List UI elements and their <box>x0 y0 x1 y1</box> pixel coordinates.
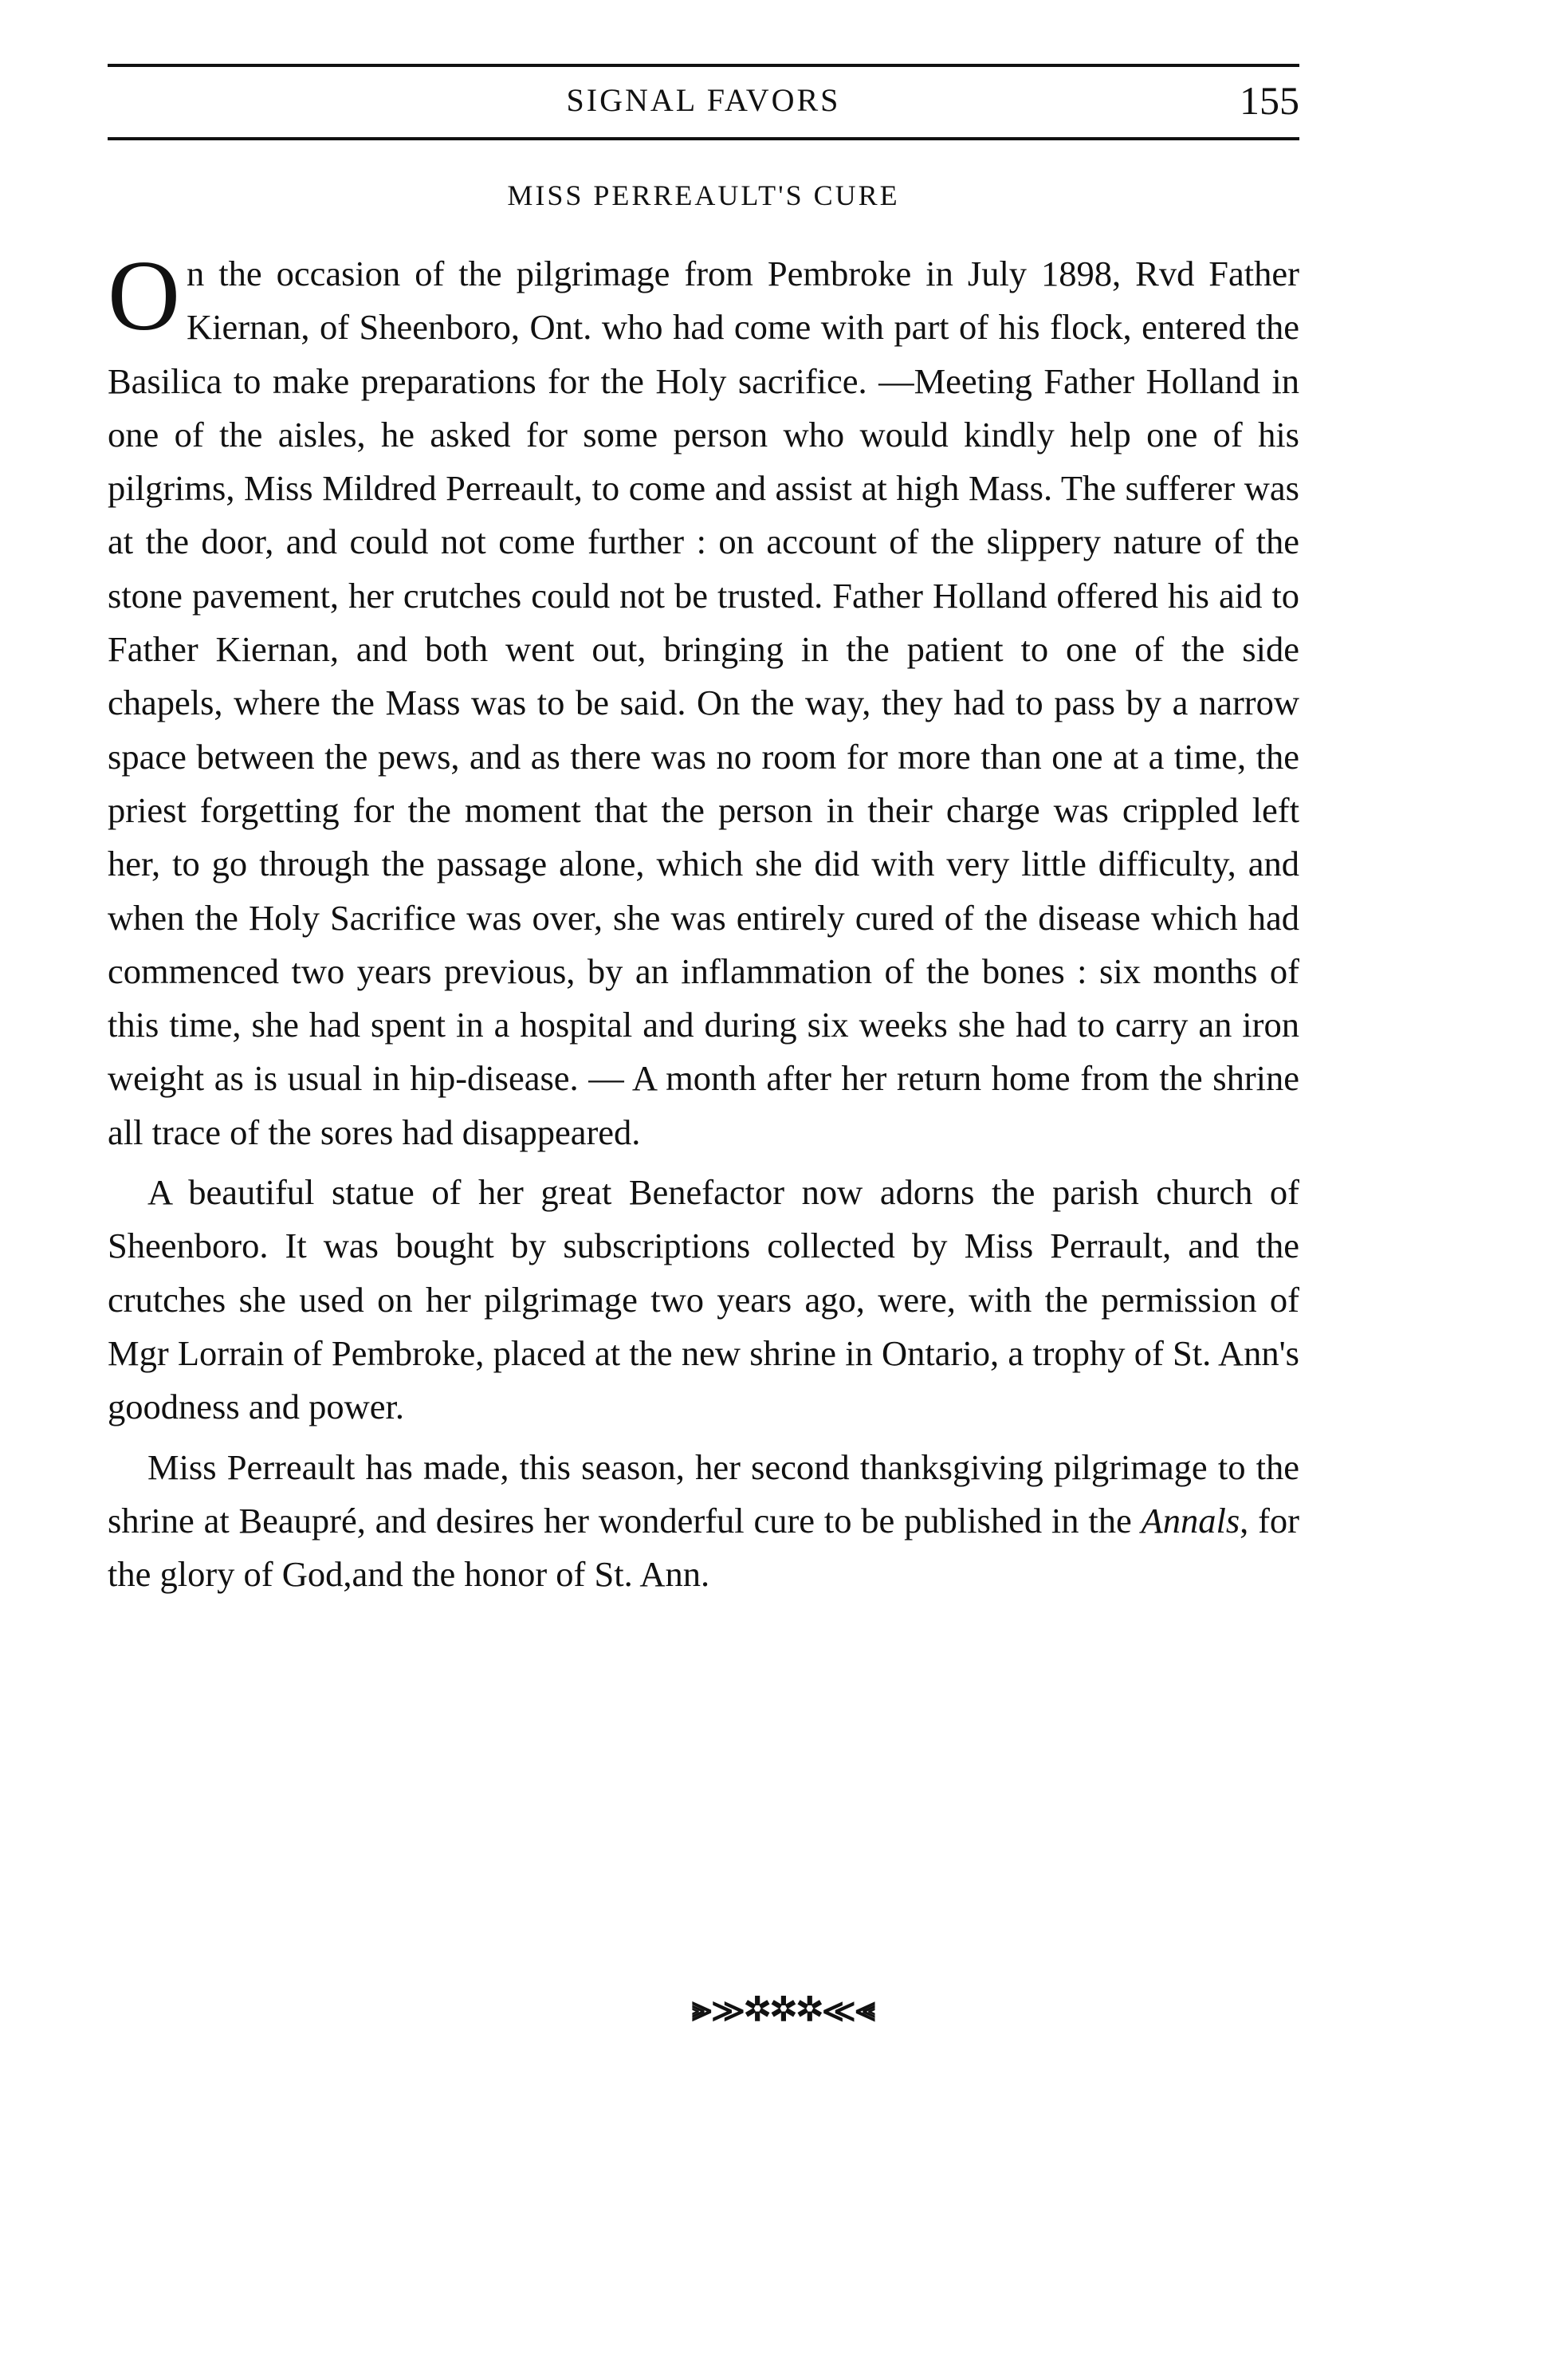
ornament-divider: ⫸≫✲✲✲≪⫷ <box>691 1989 877 2029</box>
page-number: 155 <box>1240 78 1299 123</box>
header-top-rule <box>108 64 1299 67</box>
paragraph-3-text-after: , for the glory of God,and the honor of St. Ann. <box>108 1500 1299 1595</box>
paragraph-2: A beautiful statue of her great Benefactor now adorns the parish church of Sheenboro. It was bought by subscriptions collected by Miss Perrault, and the crutches she used on her pilgrimage two years ago, were, with the permission of Mgr Lorrain of Pembroke, placed at the new shrine in Ontario, a trophy of St. Ann's goodness and power. <box>108 1172 1299 1427</box>
paragraph-3 <box>108 1441 1299 1602</box>
section-title: MISS PERREAULT'S CURE <box>507 179 900 211</box>
header-bottom-rule <box>108 137 1299 140</box>
running-head <box>108 75 1299 126</box>
article-body <box>108 241 1299 1601</box>
annals-italic: Annals <box>1141 1500 1240 1541</box>
running-title: SIGNAL FAVORS <box>566 82 841 118</box>
paragraph-3-text-before: Miss Perreault has made, this season, her second thanksgiving pilgrimage to the shrine at Beaupré, and desires her wonderful cure to be published in the <box>108 1446 1299 1541</box>
paragraph-1: On the occasion of the pilgrimage from Pembroke in July 1898, Rvd Father Kiernan, of Sheenboro, Ont. who had come with part of his flock, entered the Basilica to make preparations for the Holy sacrifice. —Meeting Father Holland in one of the aisles, he asked for some person who would kindly help one of his pilgrims, Miss Mildred Perreault, to come and assist at high Mass. The sufferer was at the door, and could not come further : on account of the slippery nature of the stone pavement, her crutches could not be trusted. Father Holland offered his aid to Father Kiernan, and both went out, bringing in the patient to one of the side chapels, where the Mass was to be said. On the way, they had to pass by a narrow space between the pews, and as there was no room for more than one at a time, the priest forgetting for the moment that the person in their charge was crippled left her, to go through the passage alone, which she did with very little difficulty, and when the Holy Sacrifice was over, she was entirely cured of the disease which had commenced two years previous, by an inflammation of the bones : six months of this time, she had spent in a hospital and during six weeks she had to carry an iron weight as is usual in hip-disease. — A month after her return home from the shrine all trace of the sores had disappeared. <box>108 241 1299 1152</box>
